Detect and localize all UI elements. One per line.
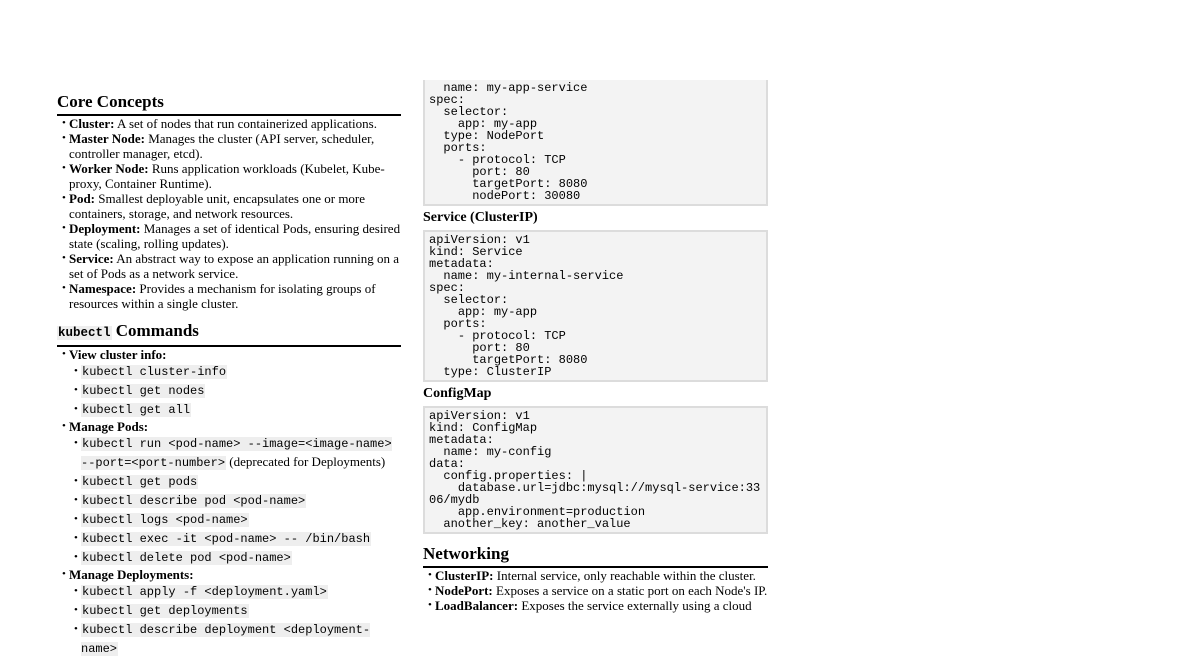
- group-title: Manage Deployments:: [69, 567, 194, 582]
- term-description: Manages a set of identical Pods, ensuring desired state (scaling, rolling updates).: [69, 221, 401, 251]
- command-item: [69, 362, 401, 381]
- list-item: [57, 221, 401, 251]
- command-item: [69, 529, 401, 548]
- list-item: [57, 251, 401, 281]
- term-label: Cluster:: [69, 116, 115, 131]
- term-label: Deployment:: [69, 221, 141, 236]
- command-code: kubectl get all: [82, 403, 191, 417]
- command-item: [69, 400, 401, 419]
- command-item: [69, 582, 401, 601]
- command-item: [69, 434, 401, 472]
- command-code: kubectl get deployments: [82, 604, 248, 618]
- heading-code: kubectl: [58, 326, 111, 340]
- term-description: Runs application workloads (Kubelet, Kube-proxy, Container Runtime).: [69, 161, 385, 191]
- term-description: Internal service, only reachable within the cluster.: [493, 568, 756, 583]
- command-code: kubectl describe deployment <deployment-name>: [81, 623, 371, 656]
- command-group: [57, 419, 401, 567]
- command-item: [69, 548, 401, 567]
- nodeport-service-code: name: my-app-service spec: selector: app: my-app type: NodePort ports: - protocol: TCP port: 80 targetPort: 8080 nodePort: 30080: [423, 80, 768, 206]
- list-item: [423, 568, 768, 583]
- term-description: Manages the cluster (API server, scheduler, controller manager, etcd).: [69, 131, 375, 161]
- list-item: [423, 583, 768, 598]
- command-item: [69, 472, 401, 491]
- left-column: [57, 92, 401, 658]
- term-label: ClusterIP:: [435, 568, 494, 583]
- commands-list: [57, 347, 401, 658]
- command-code: kubectl get pods: [82, 475, 198, 489]
- middle-column: [423, 80, 768, 613]
- term-label: NodePort:: [435, 583, 493, 598]
- command-code: kubectl describe pod <pod-name>: [82, 494, 306, 508]
- list-item: [57, 161, 401, 191]
- command-code: kubectl cluster-info: [82, 365, 227, 379]
- term-description: Smallest deployable unit, encapsulates one or more containers, storage, and network resources.: [69, 191, 366, 221]
- heading-text: Commands: [111, 321, 199, 340]
- term-label: LoadBalancer:: [435, 598, 519, 613]
- command-note: (deprecated for Deployments): [226, 454, 386, 469]
- command-group: [57, 567, 401, 658]
- command-code: kubectl get nodes: [82, 384, 205, 398]
- term-label: Namespace:: [69, 281, 137, 296]
- command-code: kubectl run <pod-name> --image=<image-name> --port=<port-number>: [81, 437, 392, 470]
- clusterip-code: apiVersion: v1 kind: Service metadata: name: my-internal-service spec: selector: app: my-app ports: - protocol: TCP port: 80 targetPort: 8080 type: ClusterIP: [423, 230, 768, 382]
- networking-list: [423, 568, 768, 613]
- kubectl-commands-heading: [57, 321, 401, 347]
- term-label: Master Node:: [69, 131, 145, 146]
- command-code: kubectl apply -f <deployment.yaml>: [82, 585, 327, 599]
- group-title: View cluster info:: [69, 347, 167, 362]
- term-label: Service:: [69, 251, 114, 266]
- term-description: Exposes the service externally using a cloud: [518, 598, 752, 613]
- term-label: Pod:: [69, 191, 95, 206]
- group-title: Manage Pods:: [69, 419, 149, 434]
- networking-heading: Networking: [423, 544, 768, 568]
- term-description: Exposes a service on a static port on each Node's IP.: [492, 583, 768, 598]
- configmap-heading: ConfigMap: [423, 386, 492, 401]
- term-description: An abstract way to expose an application running on a set of Pods as a network service.: [69, 251, 399, 281]
- command-item: [69, 381, 401, 400]
- term-description: Provides a mechanism for isolating groups of resources within a single cluster.: [69, 281, 376, 311]
- command-code: kubectl logs <pod-name>: [82, 513, 248, 527]
- clusterip-heading: Service (ClusterIP): [423, 210, 538, 225]
- list-item: [57, 116, 401, 131]
- list-item: [57, 131, 401, 161]
- command-code: kubectl delete pod <pod-name>: [82, 551, 291, 565]
- command-group: [57, 347, 401, 419]
- list-item: [57, 191, 401, 221]
- configmap-code: apiVersion: v1 kind: ConfigMap metadata: name: my-config data: config.properties: | database.url=jdbc:mysql://mysql-service:3306/mydb app.environment=production another_key: another_value: [423, 406, 768, 534]
- core-concepts-list: [57, 116, 401, 311]
- command-item: [69, 491, 401, 510]
- command-item: [69, 601, 401, 620]
- term-description: A set of nodes that run containerized applications.: [114, 116, 377, 131]
- term-label: Worker Node:: [69, 161, 149, 176]
- command-item: [69, 510, 401, 529]
- command-code: kubectl exec -it <pod-name> -- /bin/bash: [82, 532, 371, 546]
- core-concepts-heading: Core Concepts: [57, 92, 401, 116]
- list-item: [423, 598, 768, 613]
- list-item: [57, 281, 401, 311]
